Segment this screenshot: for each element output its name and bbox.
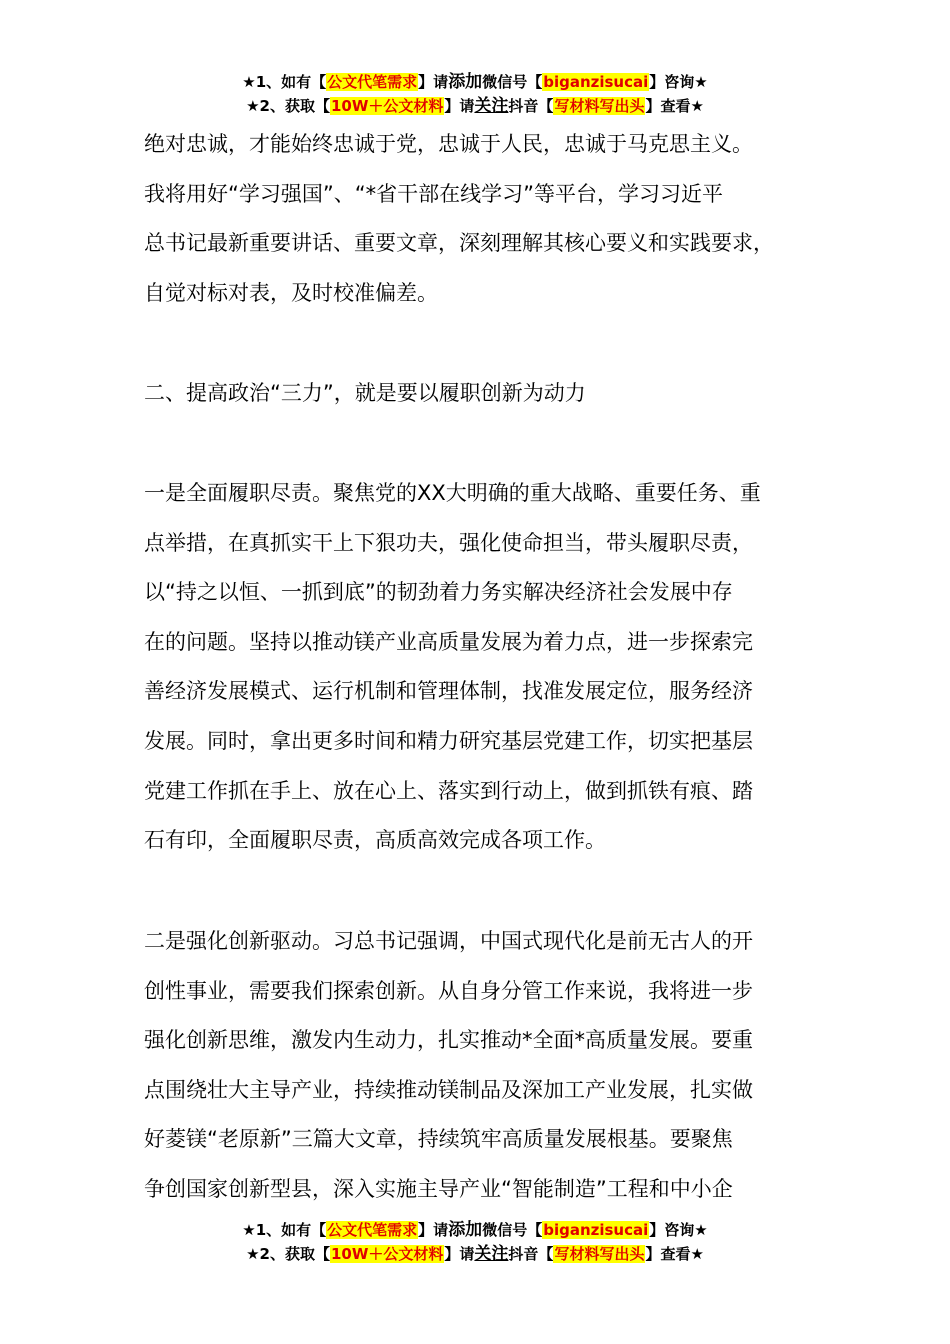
- highlight-wechat-id: biganzisucai: [543, 1221, 649, 1239]
- highlight-materials: 10W＋公文材料: [330, 97, 444, 115]
- paragraph-2: [144, 469, 844, 866]
- section-heading-2: [144, 369, 844, 419]
- bottom-banner: [0, 1218, 950, 1266]
- banner-line-2: ★2、获取【10W＋公文材料】请关注抖音【写材料写出头】查看★: [246, 1244, 704, 1264]
- text-line: 在的问题。坚持以推动镁产业高质量发展为着力点，进一步探索完: [144, 629, 753, 654]
- text-line: 总书记最新重要讲话、重要文章，深刻理解其核心要义和实践要求，: [144, 231, 774, 256]
- text-line: 二是强化创新驱动。习总书记强调，中国式现代化是前无古人的开: [144, 929, 753, 953]
- text-line: 以“持之以恒、一抓到底”的韧劲着力务实解决经济社会发展中存: [144, 580, 733, 605]
- text-line: 发展。同时，拿出更多时间和精力研究基层党建工作，切实把基层: [144, 728, 753, 753]
- highlight-douyin-account: 写材料写出头: [554, 1245, 645, 1263]
- heading-text: 二、提高政治“三力”，就是要以履职创新为动力: [144, 381, 586, 405]
- banner-line-1: ★1、如有【公文代笔需求】请添加微信号【biganzisucai】咨询★: [242, 72, 708, 92]
- top-banner: [0, 70, 950, 118]
- text-line: 争创国家创新型县，深入实施主导产业“智能制造”工程和中小企: [144, 1176, 733, 1201]
- highlight-service: 公文代笔需求: [327, 1221, 418, 1239]
- paragraph-1: [144, 120, 844, 318]
- text-line: 创性事业，需要我们探索创新。从自身分管工作来说，我将进一步: [144, 978, 753, 1003]
- text-line: 绝对忠诚，才能始终忠诚于党，忠诚于人民，忠诚于马克思主义。: [144, 132, 753, 156]
- text-line: 石有印，全面履职尽责，高质高效完成各项工作。: [144, 828, 606, 853]
- text-line: 好菱镁“老原新”三篇大文章，持续筑牢高质量发展根基。要聚焦: [144, 1127, 733, 1152]
- text-line: 强化创新思维，激发内生动力，扎实推动*全面*高质量发展。要重: [144, 1028, 753, 1053]
- text-line: 点围绕壮大主导产业，持续推动镁制品及深加工产业发展，扎实做: [144, 1077, 753, 1102]
- banner-line-1: ★1、如有【公文代笔需求】请添加微信号【biganzisucai】咨询★: [242, 1220, 708, 1240]
- text-line: 一是全面履职尽责。聚焦党的XX大明确的重大战略、重要任务、重: [144, 481, 761, 505]
- highlight-materials: 10W＋公文材料: [330, 1245, 444, 1263]
- text-line: 善经济发展模式、运行机制和管理体制，找准发展定位，服务经济: [144, 679, 753, 704]
- text-line: 我将用好“学习强国”、“*省干部在线学习”等平台，学习习近平: [144, 181, 724, 206]
- text-line: 点举措，在真抓实干上下狠功夫，强化使命担当，带头履职尽责，: [144, 530, 753, 555]
- highlight-service: 公文代笔需求: [327, 73, 418, 91]
- banner-line-2: ★2、获取【10W＋公文材料】请关注抖音【写材料写出头】查看★: [246, 96, 704, 116]
- text-line: 自觉对标对表，及时校准偏差。: [144, 280, 438, 305]
- highlight-wechat-id: biganzisucai: [543, 73, 649, 91]
- highlight-douyin-account: 写材料写出头: [554, 97, 645, 115]
- paragraph-3: [144, 917, 844, 1215]
- text-line: 党建工作抓在手上、放在心上、落实到行动上，做到抓铁有痕、踏: [144, 778, 753, 803]
